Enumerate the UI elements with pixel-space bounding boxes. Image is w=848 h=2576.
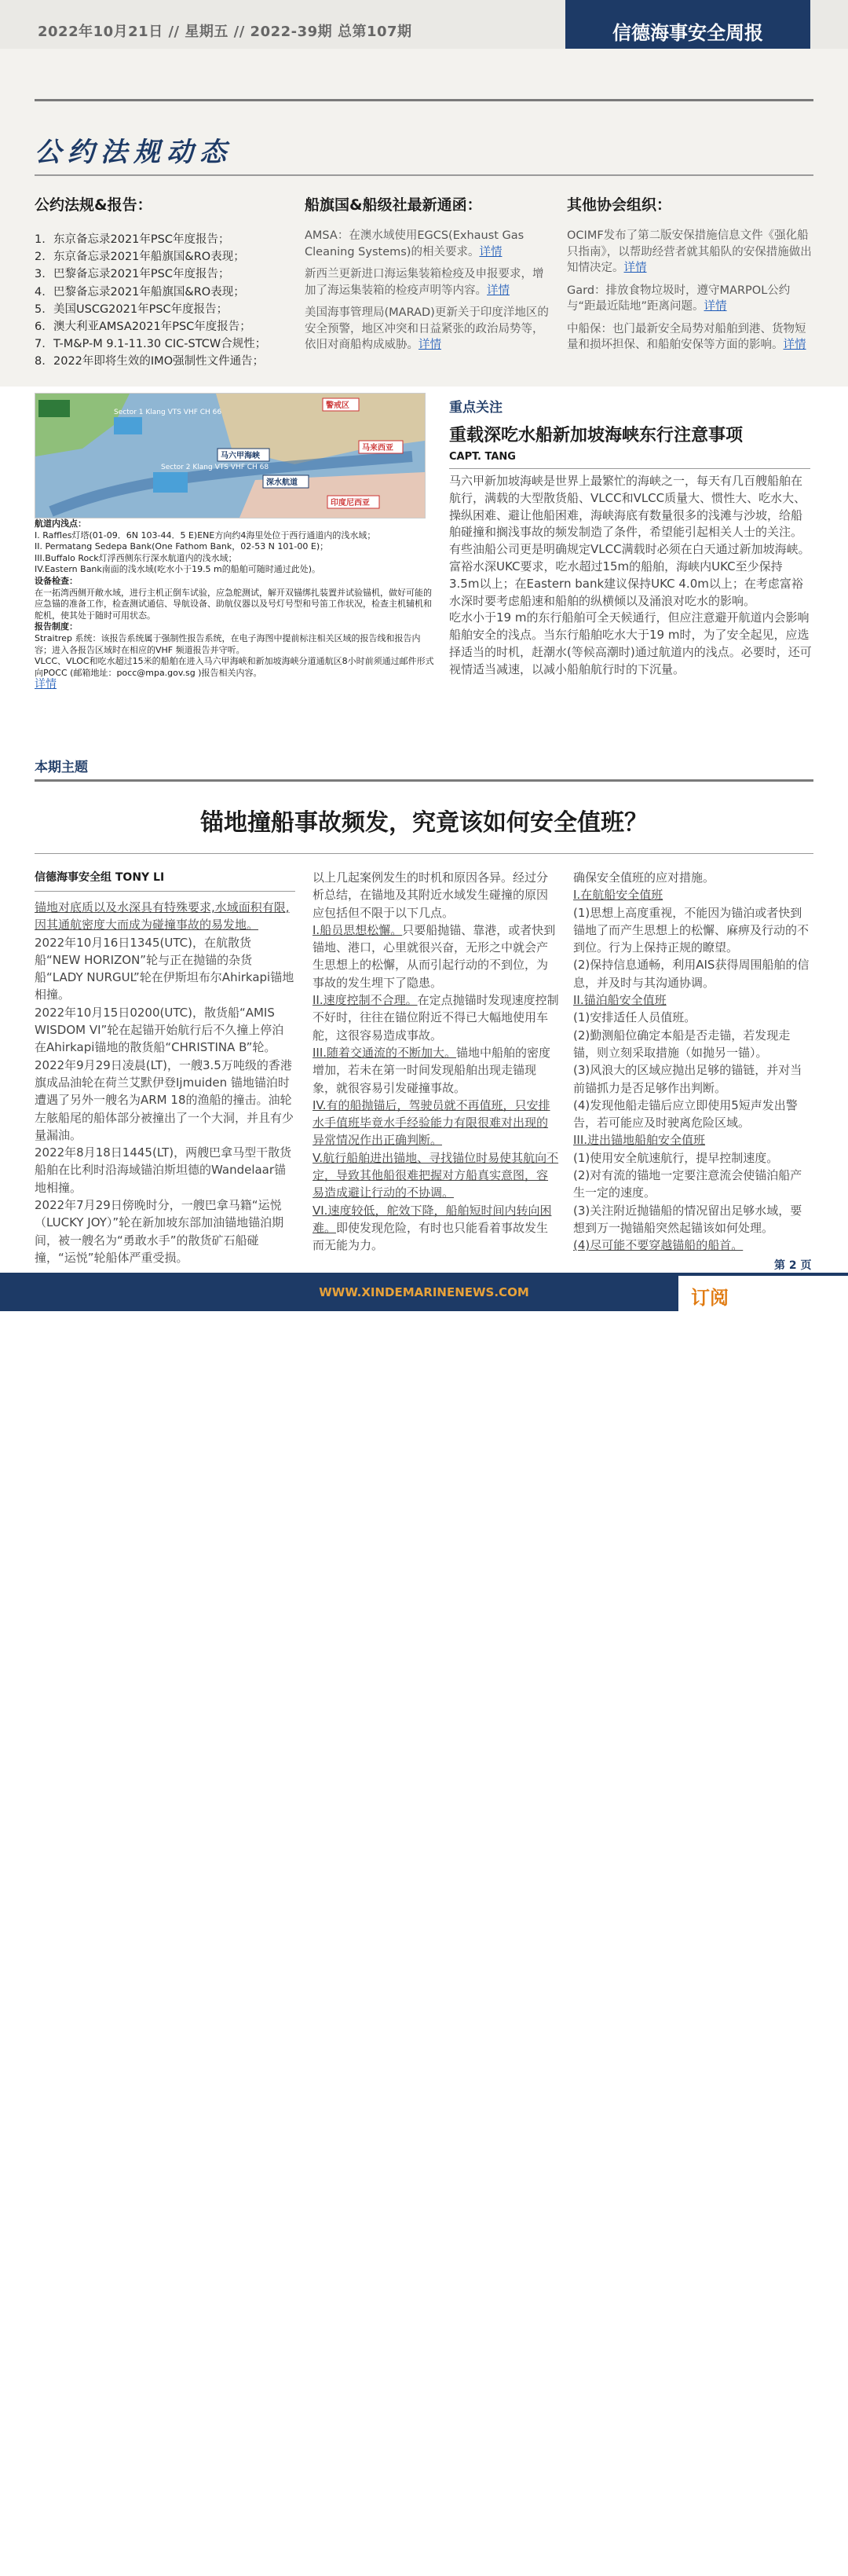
paragraph: 2022年10月15日0200(UTC)，散货船“AMIS WISDOM VI”轮在起锚开始航行后不久撞上停泊在Ahirkapi锚地的散货船“CHRISTINA B”轮。 [35, 1005, 284, 1055]
paragraph: 锚地对底质以及水深具有特殊要求,水域面积有限,因其通航密度大而成为碰撞事故的易发地。 [35, 900, 290, 933]
subscribe-button[interactable] [678, 1276, 848, 1311]
notice: 中船保：也门最新安全局势对船舶到港、货物短量和损坏担保、和船舶安保等方面的影响。详情 [567, 322, 806, 351]
paragraph: 2022年9月29日凌晨(LT)，一艘3.5万吨级的香港旗成品油轮在荷兰艾默伊登Ijmuiden 锚地锚泊时遭遇了另外一艘名为ARM 18的渔船的撞击。油轮左舷船尾的船体部分被撞出了一个大洞，并且有少量漏油。 [35, 1057, 294, 1142]
focus-body [449, 473, 812, 679]
focus-author: CAPT. TANG [449, 451, 516, 463]
list-item: (3)关注附近抛锚船的情况留出足够水域，要想到万一抛锚船突然起锚该如何处理。 [573, 1203, 802, 1235]
shoals-title: 航道内浅点： [35, 518, 86, 529]
list-item[interactable]: 3. 巴黎备忘录2021年PSC年度报告； [35, 268, 230, 281]
map-notes [35, 518, 435, 691]
paragraph: VI.速度较低，舵效下降，船舶短时间内转向困难。即使发现危险，有时也只能看着事故发生而无能为力。 [313, 1203, 552, 1253]
strait-map [35, 393, 426, 518]
flag-column-title: 船旗国&船级社最新通函： [305, 196, 482, 214]
subheading: II.锚泊船安全值班 [573, 993, 667, 1008]
list-item: (4)尽可能不要穿越锚船的船首。 [573, 1238, 744, 1253]
article-column-2 [313, 869, 559, 1255]
page-number: 第 2 页 [774, 1259, 812, 1272]
divider [35, 99, 813, 101]
list-item: (3)风浪大的区域应抛出足够的锚链，并对当前锚抓力是否足够作出判断。 [573, 1063, 802, 1095]
paragraph: 吃水小于19 m的东行船舶可全天候通行，但应注意避开航道内会影响船舶安全的浅点。当东行船舶吃水大于19 m时，为了安全起见，应选择适当的时机，赶潮水(等候高潮时)通过航道内的浅点。必要时，还可视情适当减速，以减小船舶航行时的下沉量。 [449, 610, 812, 676]
sector-box [153, 472, 188, 493]
detail-link[interactable]: 详情 [623, 262, 647, 274]
notice: AMSA：在澳水域使用EGCS(Exhaust Gas Cleaning Systems)的相关要求。详情 [305, 229, 525, 258]
list-item: (2)勤测船位确定本船是否走锚，若发现走锚，则立刻采取措施（如抛另一锚）。 [573, 1028, 791, 1060]
equip-title: 设备检查： [35, 575, 78, 586]
detail-link[interactable]: 详情 [704, 300, 727, 313]
malaysia-label: 马来西亚 [362, 444, 393, 453]
paragraph: 有些油船公司更是明确规定VLCC满载时必须在白天通过新加坡海峡。 [449, 542, 810, 557]
shoal-item: IV.Eastern Bank南面的浅水域(吃水小于19.5 m的船舶可随时通过此处)。 [35, 564, 321, 575]
list-item[interactable]: 8. 2022年即将生效的IMO强制性文件通告； [35, 355, 265, 368]
website-link[interactable]: WWW.XINDEMARINENEWS.COM [319, 1285, 529, 1299]
deep-channel-label: 深水航道 [266, 478, 298, 487]
other-notices [567, 228, 815, 360]
brand-box [565, 0, 810, 49]
list-item: (1)安排适任人员值班。 [573, 1010, 696, 1025]
subheading: III.进出锚地船舶安全值班 [573, 1133, 706, 1148]
paragraph: III.随着交通流的不断加大。锚地中船舶的密度增加，若未在第一时间发现船舶出现走锚现象，就很容易引发碰撞事故。 [313, 1045, 551, 1095]
paragraph: 2022年8月18日1445(LT)，两艘巴拿马型干散货船舶在比利时沿海域锚泊斯坦德的Wandelaar锚地相撞。 [35, 1145, 292, 1195]
regs-list [35, 231, 294, 371]
other-column-title: 其他协会组织： [567, 196, 672, 214]
list-item: (1)思想上高度重视，不能因为锚泊或者快到锚地了而产生思想上的松懈、麻痹及行动的不到位。行为上保持正规的瞭望。 [573, 905, 810, 955]
subscribe-label: 订阅 [691, 1287, 729, 1309]
list-item[interactable]: 6. 澳大利亚AMSA2021年PSC年度报告； [35, 321, 251, 334]
divider [35, 853, 813, 854]
detail-link[interactable]: 详情 [35, 678, 57, 691]
notice: 新西兰更新进口海运集装箱检疫及申报要求，增加了海运集装箱的检疫声明等内容。详情 [305, 268, 544, 297]
indonesia-label: 印度尼西亚 [331, 499, 370, 508]
focus-label: 重点关注 [449, 400, 503, 416]
list-item: (4)发现他船走锚后应立即使用5短声发出警告，若可能应及时驶离危险区域。 [573, 1097, 798, 1130]
sector-1-label: Sector 1 Klang VTS VHF CH 66 [114, 409, 222, 416]
notice: Gard：排放食物垃圾时，遵守MARPOL公约与“距最近陆地”距离问题。详情 [567, 284, 791, 313]
list-item[interactable]: 5. 美国USCG2021年PSC年度报告； [35, 302, 228, 316]
shoal-item: II. Permatang Sedepa Bank(One Fathom Bank，02-53 N 101-00 E)； [35, 541, 329, 552]
flag-notices [305, 228, 553, 360]
section-title: 公约法规动态 [35, 137, 232, 168]
list-item: (1)使用安全航速航行，提早控制速度。 [573, 1150, 779, 1165]
strait-label: 马六甲海峡 [221, 452, 260, 460]
list-item[interactable]: 2. 东京备忘录2021年船旗国&RO表现； [35, 251, 245, 264]
notice: OCIMF发布了第二版安保措施信息文件《强化船只指南》，以帮助经营者就其船队的安保措施做出知情决定。详情 [567, 229, 812, 274]
sector-box [114, 417, 142, 434]
warning-zone-label: 警戒区 [326, 401, 349, 410]
legend-box [38, 400, 70, 417]
article-column-3 [573, 869, 813, 1255]
notice: 美国海事管理局(MARAD)更新关于印度洋地区的安全预警，地区冲突和日益紧张的政治局势等，依旧对商船构成威胁。详情 [305, 306, 549, 351]
list-item[interactable]: 7. T-M&P-M 9.1-11.30 CIC-STCW合规性； [35, 338, 267, 351]
top-bar [0, 0, 848, 49]
article-column-1 [35, 899, 295, 1266]
divider [449, 468, 810, 469]
report-text: VLCC、VLOC和吃水超过15米的船舶在进入马六甲海峡和新加坡海峡分道通航区8小时前须通过邮件形式向POCC (邮箱地址：pocc@mpa.gov.sg )报告相关内容。 [35, 656, 434, 678]
brand-title: 信德海事安全周报 [612, 22, 763, 44]
list-item: (2)保持信息通畅，利用AIS获得周围船舶的信息，并及时与其沟通协调。 [573, 958, 810, 990]
detail-link[interactable]: 详情 [783, 339, 806, 351]
footer [0, 1273, 848, 2575]
paragraph: 以上几起案例发生的时机和原因各异。经过分析总结，在锚地及其附近水域发生碰撞的原因应包括但不限于以下几点。 [313, 870, 549, 920]
article-headline: 锚地撞船事故频发，究竟该如何安全值班？ [200, 809, 648, 837]
equip-text: 在一拓湾西侧开敞水域，进行主机正倒车试验，应急舵测试，解开双锚绑扎装置并试验锚机，做好可能的应急锚的准备工作，检查测试通信、导航设备、助航仪器以及号灯号型和号笛工作状况，检查主机辅机和舵机，使其处于随时可用状态。 [35, 587, 432, 621]
paragraph: V.航行船舶进出锚地、寻找锚位时易使其航向不定，导致其他船很难把握对方船真实意图，容易造成避让行动的不协调。 [313, 1150, 559, 1200]
detail-link[interactable]: 详情 [487, 284, 510, 297]
paragraph: II.速度控制不合理。在定点抛锚时发现速度控制不好时，往往在锚位附近不得已大幅地使用车舵，这很容易造成事故。 [313, 993, 559, 1042]
sector-2-label: Sector 2 Klang VTS VHF CH 68 [161, 464, 269, 471]
paragraph: IV.有的船抛锚后，驾驶员就不再值班，只安排水手值班毕竟水手经验能力有限很难对出现的异常情况作出正确判断。 [313, 1097, 550, 1148]
paragraph: 2022年7月29日傍晚时分，一艘巴拿马籍“运悦（LUCKY JOY）”轮在新加坡东部加油锚地锚泊期间，被一艘名为“勇敢水手”的散货矿石船碰撞，“运悦”轮船体严重受损。 [35, 1198, 284, 1265]
paragraph: 富裕水深UKC要求，吃水超过15m的船舶，海峡内UKC至少保持3.5m以上；在Eastern bank建议保持UKC 4.0m以上；在考虑富裕水深时要考虑船速和船舶的纵横倾以及涌浪对吃水的影响。 [449, 559, 803, 608]
focus-title: 重载深吃水船新加坡海峡东行注意事项 [449, 426, 744, 445]
paragraph: I.船员思想松懈。只要船抛锚、靠港，或者快到锚地、港口，心里就很兴奋，无形之中就会产生思想上的松懈，从而引起行动的不到位，为事故的发生埋下了隐患。 [313, 922, 556, 990]
subheading: I.在航船安全值班 [573, 888, 663, 903]
paragraph: 马六甲新加坡海峡是世界上最繁忙的海峡之一，每天有几百艘船舶在航行，满载的大型散货船、VLCC和VLCC质量大、惯性大、吃水大、操纵困难、避让他船困难，海峡海底有数量很多的浅滩与沙坡，给船舶碰撞和搁浅事故的频发制造了条件，希望能引起相关人士的关注。 [449, 474, 806, 540]
divider [35, 891, 295, 892]
watermark: 大数跨境 [5, 2556, 68, 2575]
divider [35, 779, 813, 782]
issue-line: 2022年10月21日 // 星期五 // 2022-39期 总第107期 [38, 24, 412, 40]
list-item[interactable]: 4. 巴黎备忘录2021年船旗国&RO表现； [35, 285, 245, 299]
report-title: 报告制度： [35, 621, 78, 632]
paragraph: 确保安全值班的应对措施。 [573, 870, 715, 885]
detail-link[interactable]: 详情 [419, 339, 441, 351]
detail-link[interactable]: 详情 [479, 245, 503, 258]
divider [35, 174, 813, 176]
paragraph: 2022年10月16日1345(UTC)，在航散货船“NEW HORIZON”轮与正在抛锚的杂货船“LADY NURGUL”轮在伊斯坦布尔Ahirkapi锚地相撞。 [35, 935, 294, 1002]
article-byline: 信德海事安全组 TONY LI [35, 871, 165, 884]
regs-column-title: 公约法规&报告： [35, 196, 152, 214]
list-item: (2)对有流的锚地一定要注意流会使锚泊船产生一定的速度。 [573, 1168, 802, 1200]
report-text: Straitrep 系统：该报告系统属于强制性报告系统，在电子海图中提前标注相关区域的报告线和报告内容；进入各报告区域时在相应的VHF 频道报告并守听。 [35, 632, 421, 655]
shoal-item: I. Raffles灯塔(01-09．6N 103-44．5 E)ENE方向约4海里处位于西行通道内的浅水域； [35, 529, 376, 540]
list-item[interactable]: 1. 东京备忘录2021年PSC年度报告； [35, 233, 230, 246]
shoal-item: III.Buffalo Rock灯浮西侧东行深水航道内的浅水域； [35, 552, 237, 563]
theme-label: 本期主题 [35, 760, 88, 775]
